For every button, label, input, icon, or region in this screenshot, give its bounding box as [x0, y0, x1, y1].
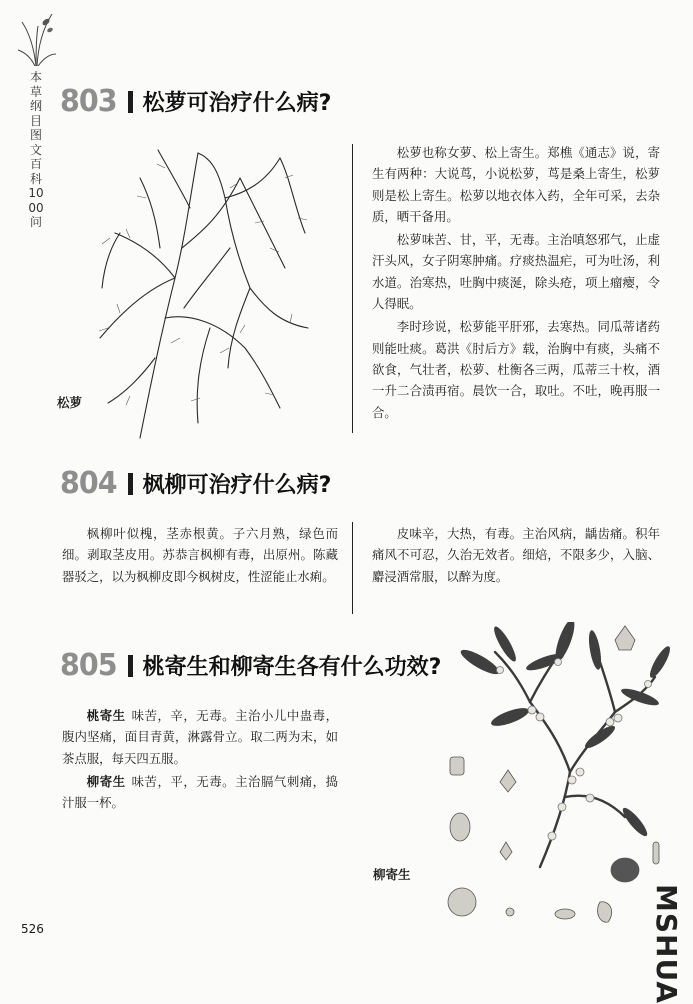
question-title: 枫柳可治疗什么病?: [142, 473, 332, 498]
heading-803: [60, 84, 331, 119]
usnea-illustration: [80, 138, 320, 443]
term-label: 桃寄生: [86, 708, 126, 723]
term-text: 味苦，辛，无毒。主治小儿中蛊毒，腹内坚痛，面目青黄，淋露骨立。取二两为末，如茶点服，每天四五服。: [62, 708, 339, 766]
heading-bar: [128, 655, 133, 677]
paragraph: 李时珍说，松萝能平肝邪，去寒热。同瓜蒂诸药则能吐痰。葛洪《肘后方》载，治胸中有痰，头痛不欲食，气壮者，松萝、杜衡各三两，瓜蒂三十枚，酒一升二合渍再宿。晨饮一合，取吐。不吐，晚再服一合。: [372, 319, 660, 420]
heading-804: [60, 466, 331, 501]
page-number: 526: [21, 922, 44, 936]
question-number: 804: [60, 466, 117, 501]
term-label: 柳寄生: [86, 773, 126, 789]
term-text: 味苦，平，无毒。主治膈气刺痛，捣汁服一杯。: [62, 773, 339, 811]
section-805-text: [62, 705, 338, 815]
question-title: 桃寄生和柳寄生各有什么功效?: [142, 655, 442, 680]
orchid-sketch-icon: [16, 8, 58, 68]
heading-805: [60, 648, 441, 683]
column-divider: [352, 144, 353, 433]
willow-mistletoe-illustration: [440, 622, 670, 934]
heading-bar: [128, 91, 133, 113]
list-item: [62, 771, 338, 814]
section-804-left-text: [62, 523, 338, 589]
paragraph: 松萝味苦、甘，平，无毒。主治嗔怒邪气，止虚汗头风，女子阴寒肿痛。疗痰热温疟，可为吐汤，利水道。治寒热，吐胸中痰涎，除头疮，项上瘤瘿，令人得眠。: [372, 232, 660, 312]
paragraph: 皮味辛，大热，有毒。主治风病，龋齿痛。积年痛风不可忍，久治无效者。细焙，不限多少，入脑、麝浸酒常服，以醉为度。: [372, 526, 660, 584]
list-item: [62, 705, 338, 769]
heading-bar: [128, 473, 133, 495]
paragraph: 松萝也称女萝、松上寄生。郑樵《通志》说，寄生有两种：大说茑，小说松萝，茑是桑上寄生，松萝则是松上寄生。松萝以地衣体入药，全年可采，去杂质，晒干备用。: [372, 145, 660, 224]
question-number: 805: [60, 648, 117, 683]
book-title-vertical: 本草纲目图文百科1000问: [28, 70, 44, 229]
question-title: 松萝可治疗什么病?: [142, 91, 332, 116]
column-divider: [352, 522, 353, 614]
image-caption-usnea: 松萝: [57, 395, 83, 410]
section-803-text: [372, 142, 660, 425]
watermark-logo: MSHUA: [650, 884, 683, 1004]
section-804-right-text: [372, 523, 660, 589]
paragraph: 枫柳叶似槐，茎赤根黄。子六月熟，绿色而细。剥取茎皮用。苏恭言枫柳有毒，出原州。陈藏器驳之，以为枫柳皮即今枫树皮，性涩能止水痢。: [62, 526, 338, 584]
image-caption-willow-mistletoe: 柳寄生: [373, 867, 411, 882]
question-number: 803: [60, 84, 117, 119]
